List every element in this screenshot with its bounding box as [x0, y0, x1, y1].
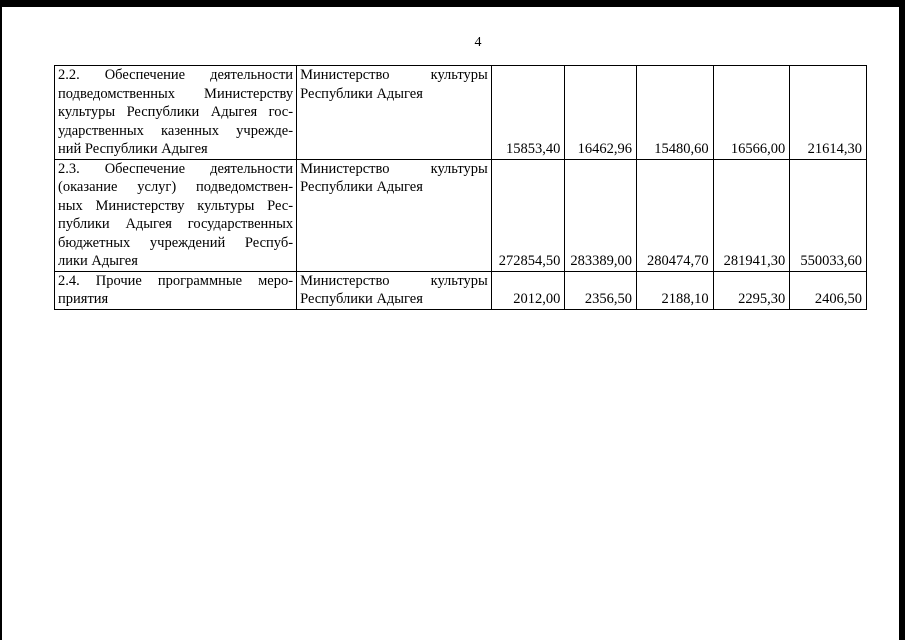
activity-line: бюджетных учреждений Респуб- [58, 234, 294, 251]
activity-line: 2.3. Обеспечение деятельности [58, 160, 294, 177]
scan-border-top [0, 0, 905, 7]
agency-line: Республики Адыгея [300, 85, 423, 102]
table-row [55, 66, 867, 160]
activity-line: ний Республики Адыгея [58, 141, 208, 157]
value-cell: 2406,50 [790, 271, 867, 309]
activity-line: ударственных казенных учрежде- [58, 122, 294, 139]
value-cell: 281941,30 [713, 159, 790, 271]
table-row [55, 159, 867, 271]
activity-cell [55, 159, 297, 271]
value-cell: 15853,40 [491, 66, 565, 160]
agency-cell [297, 66, 492, 160]
agency-line: Республики Адыгея [300, 179, 423, 195]
agency-line: Республики Адыгея [300, 291, 423, 307]
activity-cell [55, 271, 297, 309]
agency-line: Министерство культуры [300, 67, 488, 83]
activity-line: 2.2. Обеспечение деятельности [58, 67, 294, 83]
scan-border-right [899, 0, 905, 640]
value-cell: 21614,30 [790, 66, 867, 160]
value-cell: 280474,70 [636, 159, 713, 271]
value-cell: 16566,00 [713, 66, 790, 160]
table-row [55, 271, 867, 309]
activity-cell [55, 66, 297, 160]
value-cell: 272854,50 [491, 159, 565, 271]
activity-line: 2.4. Прочие программные меро- [58, 272, 294, 289]
activity-line: подведомственных Министерству [58, 85, 294, 102]
value-cell: 2295,30 [713, 271, 790, 309]
value-cell: 15480,60 [636, 66, 713, 160]
agency-cell [297, 271, 492, 309]
activity-line: культуры Республики Адыгея гос- [58, 104, 294, 120]
agency-line: Министерство культуры [300, 272, 488, 289]
agency-line: Министерство культуры [300, 160, 488, 177]
budget-table [54, 65, 867, 310]
value-cell: 550033,60 [790, 159, 867, 271]
scan-border-left [0, 0, 2, 640]
agency-cell [297, 159, 492, 271]
page-number: 4 [474, 35, 482, 50]
value-cell: 283389,00 [565, 159, 637, 271]
value-cell: 2188,10 [636, 271, 713, 309]
value-cell: 2356,50 [565, 271, 637, 309]
activity-line: публики Адыгея государственных [58, 216, 294, 232]
activity-line: лики Адыгея [58, 253, 138, 269]
activity-line: ных Министерству культуры Рес- [58, 197, 294, 214]
value-cell: 16462,96 [565, 66, 637, 160]
value-cell: 2012,00 [491, 271, 565, 309]
activity-line: (оказание услуг) подведомствен- [58, 179, 294, 195]
activity-line: приятия [58, 291, 109, 307]
